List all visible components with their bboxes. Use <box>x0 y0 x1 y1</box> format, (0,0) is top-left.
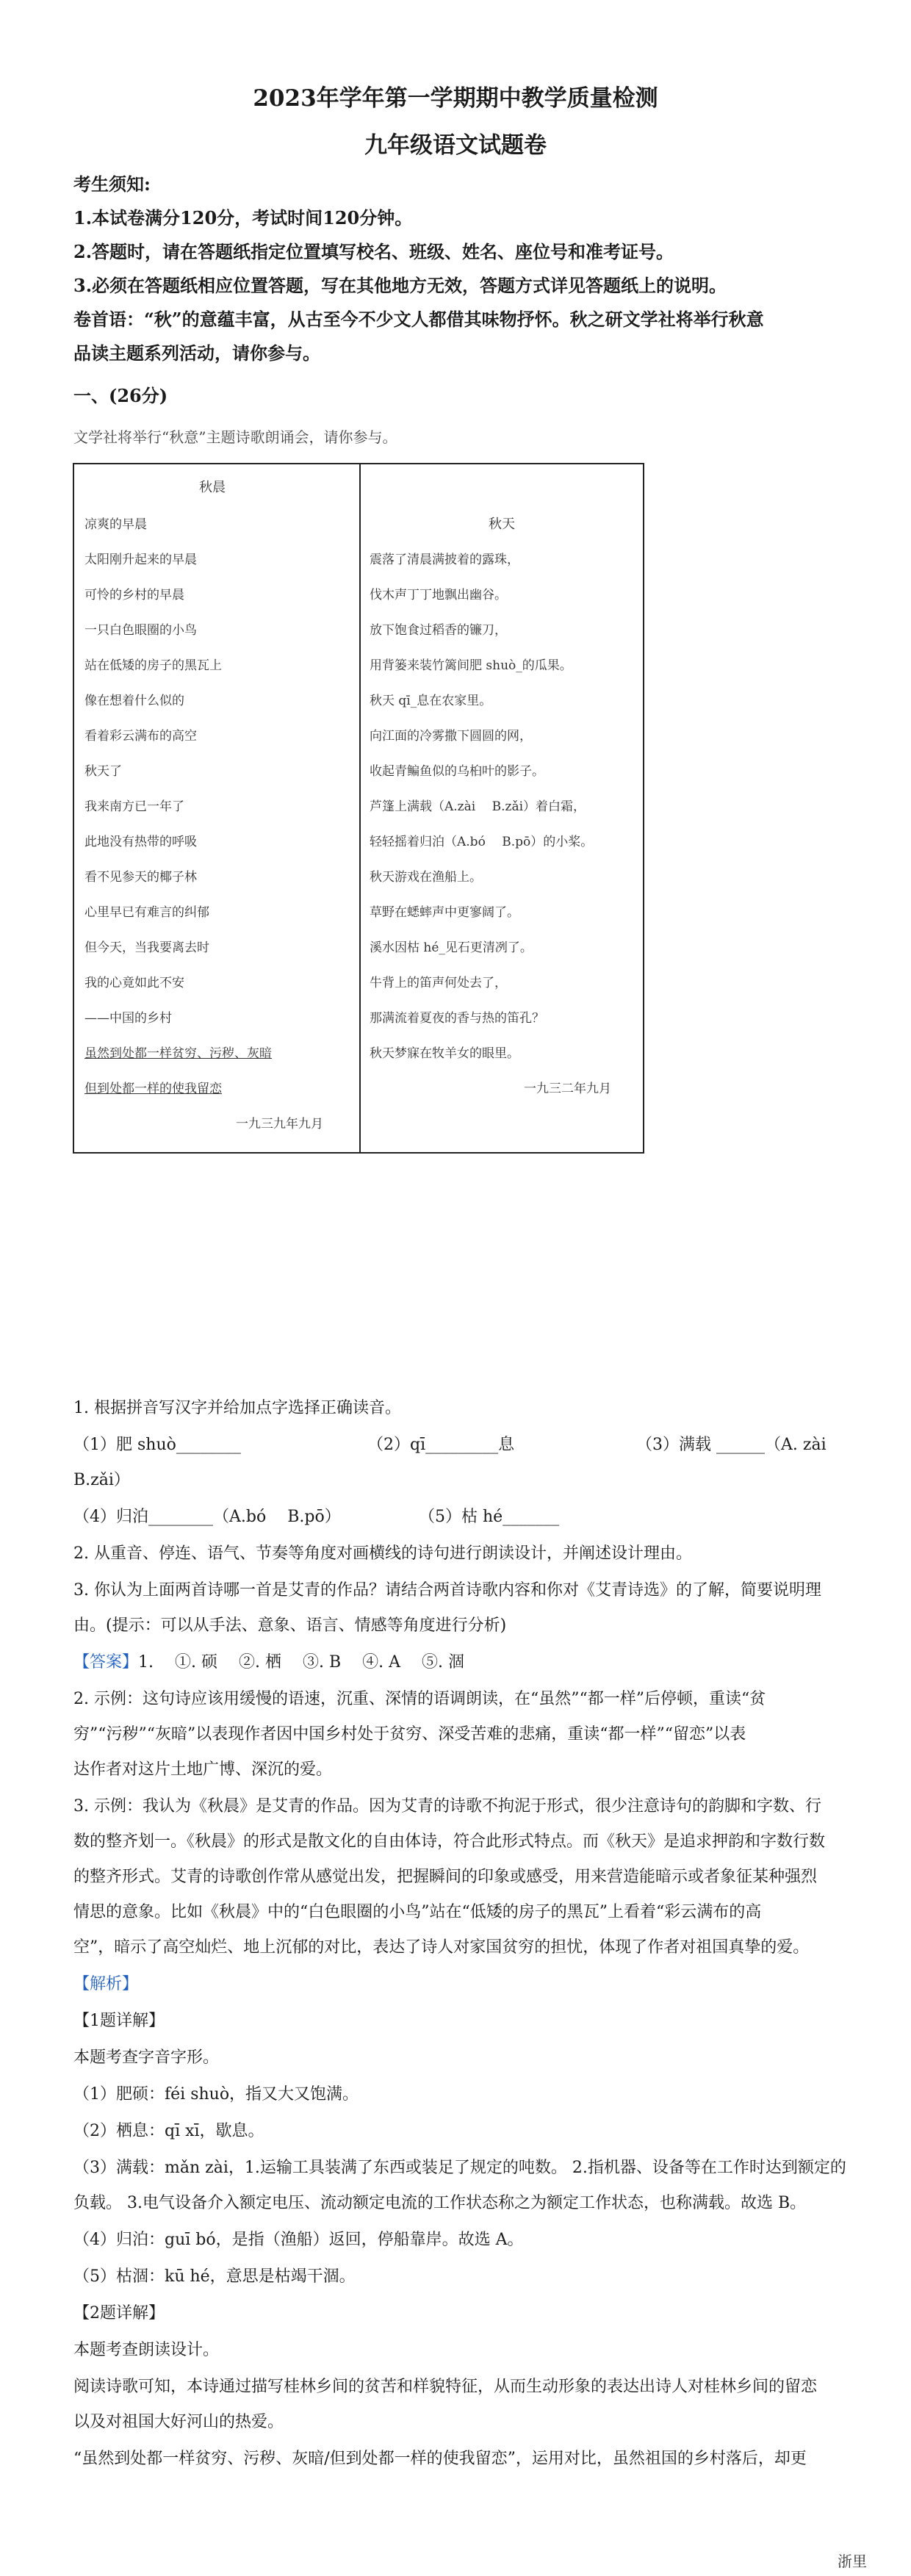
answer-3-line: 情思的意象。比如《秋晨》中的“白色眼圈的小鸟”站在“低矮的房子的黑瓦”上看着“彩云满布的高 <box>73 1903 762 1921</box>
poem-left-line: 像在想着什么似的 <box>84 694 184 708</box>
answer-label: 【答案】 <box>73 1653 139 1672</box>
foreword-line-1: 卷首语：“秋”的意蕴丰富，从古至今不少文人都借其味物抒怀。秋之研文学社将举行秋意 <box>73 309 764 330</box>
poem-left-line: 我的心竟如此不安 <box>84 976 184 990</box>
detail-2-line: 本题考查朗读设计。 <box>73 2341 220 2359</box>
poem-right-title: 秋天 <box>489 517 515 532</box>
poem-left-line: 站在低矮的房子的黑瓦上 <box>84 658 222 673</box>
answer-2-line: 穷”“污秽”“灰暗”以表现作者因中国乡村处于贫穷、深受苦难的悲痛，重读“都一样”“留恋”以表 <box>73 1725 746 1744</box>
poem-right-line: 芦篷上满载（A.zài B.zǎi）着白霜， <box>370 799 586 814</box>
poem-right-line: 秋天游戏在渔船上。 <box>370 870 482 885</box>
poem-right-line: 收起青鳊鱼似的乌桕叶的影子。 <box>370 764 544 779</box>
detail-1-line: （1）肥硕：féi shuò，指又大又饱满。 <box>73 2085 359 2104</box>
answer-2-line: 达作者对这片土地广博、深沉的爱。 <box>73 1760 333 1779</box>
poem-left-line: 看着彩云满布的高空 <box>84 729 197 744</box>
question-1-part-3-cont: B.zǎi） <box>73 1471 130 1489</box>
poem-right-line: 震落了清晨满披着的露珠， <box>370 553 519 567</box>
poem-left-line: 可怜的乡村的早晨 <box>84 588 184 602</box>
detail-1-line: 负载。 3.电气设备介入额定电压、流动额定电流的工作状态称之为额定工作状态，也称满载。故选 B。 <box>73 2194 807 2212</box>
poem-left-line: 秋天了 <box>84 764 122 779</box>
poem-left-line: 我来南方已一年了 <box>84 799 184 814</box>
detail-2-line: 以及对祖国大好河山的热爱。 <box>73 2413 284 2431</box>
notice-heading: 考生须知: <box>73 173 151 195</box>
poem-left-line: 太阳刚升起来的早晨 <box>84 553 197 567</box>
poem-right-line: 草野在蟋蟀声中更寥阔了。 <box>370 905 519 920</box>
answer-1: 1. ①. 硕 ②. 栖 ③. B ④. A ⑤. 涸 <box>138 1653 464 1672</box>
poem-right-date: 一九三二年九月 <box>524 1082 611 1096</box>
analysis-label: 【解析】 <box>73 1975 139 1993</box>
foreword-line-2: 品读主题系列活动，请你参与。 <box>73 342 320 364</box>
poem-right-line: 轻轻摇着归泊（A.bó B.pō）的小桨。 <box>370 835 594 849</box>
question-1: 1. 根据拼音写汉字并给加点字选择正确读音。 <box>73 1399 401 1417</box>
answer-3-line: 3. 示例：我认为《秋晨》是艾青的作品。因为艾青的诗歌不拘泥于形式，很少注意诗句的韵脚和字数、行 <box>73 1797 821 1816</box>
detail-1-line: （4）归泊：guī bó，是指（渔船）返回，停船靠岸。故选 A。 <box>73 2231 524 2249</box>
poem-left-line: 看不见参天的椰子林 <box>84 870 197 885</box>
poem-right-line: 用背篓来装竹篱间肥 shuò_的瓜果。 <box>370 658 572 673</box>
detail-1-heading: 【1题详解】 <box>73 2012 165 2030</box>
question-1-part-5: （5）枯 hé_______ <box>419 1508 560 1526</box>
question-3-line-1: 3. 你认为上面两首诗哪一首是艾青的作品？请结合两首诗歌内容和你对《艾青诗选》的了解，简要说明理 <box>73 1581 821 1600</box>
poem-right-line: 那满流着夏夜的香与热的笛孔？ <box>370 1011 544 1026</box>
poem-right-line: 秋天 qī_息在农家里。 <box>370 694 492 708</box>
answer-3-line: 的整齐形式。艾青的诗歌创作常从感觉出发，把握瞬间的印象或感受，用来营造能暗示或者象征某种强烈 <box>73 1868 818 1886</box>
poem-left-line: 心里早已有难言的纠郁 <box>84 905 209 920</box>
question-1-part-4: （4）归泊________（A.bó B.pō） <box>73 1508 341 1526</box>
poem-right-line: 放下饱食过稻香的镰刀， <box>370 623 507 638</box>
poem-right-line: 伐木声丁丁地飘出幽谷。 <box>370 588 507 602</box>
notice-item-2: 2.答题时，请在答题纸指定位置填写校名、班级、姓名、座位号和准考证号。 <box>73 241 674 262</box>
poem-right-line: 牛背上的笛声何处去了， <box>370 976 507 990</box>
notice-item-3: 3.必须在答题纸相应位置答题，写在其他地方无效，答题方式详见答题纸上的说明。 <box>73 275 727 296</box>
question-1-part-2: （2）qī_________息 <box>367 1436 515 1454</box>
question-1-part-1: （1）肥 shuò________ <box>73 1436 241 1454</box>
poem-right-line: 秋天梦寐在牧羊女的眼里。 <box>370 1046 519 1061</box>
poem-right-line: 向江面的冷雾撒下圆圆的网， <box>370 729 532 744</box>
poem-left-line: 凉爽的早晨 <box>84 517 147 532</box>
answer-row <box>73 1652 838 1674</box>
footer-mark: 浙里 <box>838 2552 867 2570</box>
poem-left-title: 秋晨 <box>199 480 226 495</box>
notice-item-1: 1.本试卷满分120分，考试时间120分钟。 <box>73 207 413 229</box>
detail-2-line: “虽然到处都一样贫穷、污秽、灰暗/但到处都一样的使我留恋”，运用对比，虽然祖国的乡村落后，却更 <box>73 2450 807 2468</box>
poem-left-underlined-line: 但到处都一样的使我留恋 <box>84 1082 222 1096</box>
poem-table <box>73 463 644 1154</box>
question-3-line-2: 由。(提示：可以从手法、意象、语言、情感等角度进行分析) <box>73 1616 507 1635</box>
poem-left-line: ——中国的乡村 <box>84 1011 172 1026</box>
answer-3-line: 空”，暗示了高空灿烂、地上沉郁的对比，表达了诗人对家国贫穷的担忧，体现了作者对祖国真挚的爱。 <box>73 1938 810 1957</box>
poem-divider <box>359 464 361 1152</box>
detail-2-heading: 【2题详解】 <box>73 2304 165 2323</box>
detail-1-line: 本题考查字音字形。 <box>73 2048 220 2067</box>
section-heading: 一、(26分) <box>73 385 168 406</box>
detail-1-line: （3）满载：mǎn zài，1.运输工具装满了东西或装足了规定的吨数。 2.指机器、设备等在工作时达到额定的 <box>73 2159 846 2177</box>
poem-right-line: 溪水因枯 hé_见石更清冽了。 <box>370 940 533 955</box>
answer-2-line: 2. 示例：这句诗应该用缓慢的语速，沉重、深情的语调朗读，在“虽然”“都一样”后停顿，重读“贫 <box>73 1690 766 1708</box>
exam-subtitle: 九年级语文试题卷 <box>364 132 547 159</box>
poem-left-date: 一九三九年九月 <box>236 1117 323 1132</box>
poem-left-line: 但今天，当我要离去时 <box>84 940 209 955</box>
detail-1-line: （5）枯涸：kū hé，意思是枯竭干涸。 <box>73 2267 356 2286</box>
detail-2-line: 阅读诗歌可知，本诗通过描写桂林乡间的贫苦和样貌特征，从而生动形象的表达出诗人对桂林乡间的留恋 <box>73 2378 818 2396</box>
poem-left-line: 此地没有热带的呼吸 <box>84 835 197 849</box>
section-intro: 文学社将举行“秋意”主题诗歌朗诵会，请你参与。 <box>73 428 397 446</box>
exam-title: 2023年学年第一学期期中教学质量检测 <box>253 85 658 112</box>
question-1-part-3: （3）满载 ______（A. zài <box>636 1436 827 1454</box>
answer-3-line: 数的整齐划一。《秋晨》的形式是散文化的自由体诗，符合此形式特点。而《秋天》是追求押韵和字数行数 <box>73 1832 826 1851</box>
detail-1-line: （2）栖息：qī xī，歇息。 <box>73 2122 264 2140</box>
question-2: 2. 从重音、停连、语气、节奏等角度对画横线的诗句进行朗读设计，并阐述设计理由。 <box>73 1544 692 1563</box>
poem-left-underlined-line: 虽然到处都一样贫穷、污秽、灰暗 <box>84 1046 272 1061</box>
poem-left-line: 一只白色眼圈的小鸟 <box>84 623 197 638</box>
